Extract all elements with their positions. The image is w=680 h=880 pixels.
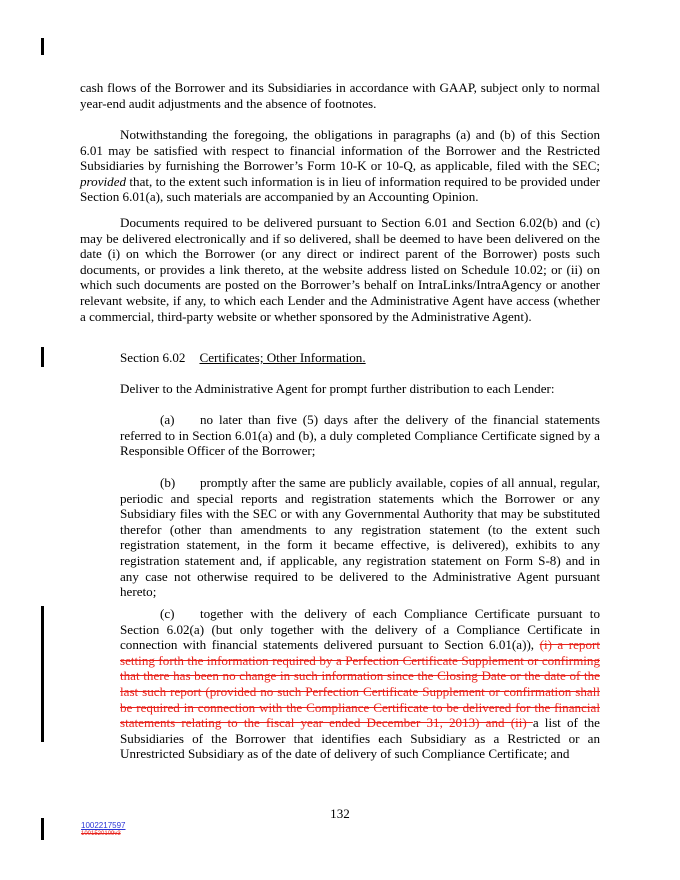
list-item-a-text: no later than five (5) days after the delivery of the financial statements referred to in Section 6.01(a) and (b), a duly completed Compliance Certificate signed by a Responsible Officer of the Borrower;: [120, 412, 600, 459]
list-item-b-text: promptly after the same are publicly available, copies of all annual, regular, periodic and special reports and registration statements which the Borrower or any Subsidiary files with the SEC or with any Governmental Authority that may be substituted therefor (other than amendments to any registration statement (to the extent such registration statement, in the form it became effective, is delivered), exhibits to any registration statement and, if applicable, any registration statement on Form S-8) and in any case not otherwise required to be delivered to the Administrative Agent pursuant hereto;: [120, 475, 600, 600]
document-id: 1002217597: [81, 821, 126, 830]
paragraph-documents: Documents required to be delivered pursuant to Section 6.01 and Section 6.02(b) and (c) may be delivered electronically and if so delivered, shall be deemed to have been delivered on the date (i) on which the Borrower (or any direct or indirect parent of the Borrower) posts such documents, or provides a link thereto, at the website address listed on Schedule 10.02; or (ii) on which such documents are posted on the Borrower’s behalf on IntraLinks/IntraAgency or another relevant website, if any, to which each Lender and the Administrative Agent have access (whether a commercial, third-party website or whether sponsored by the Administrative Agent).: [80, 215, 600, 324]
list-item-c-text-start: together with the delivery of each Compliance Certificate pursuant to Section 6.02(a) (but only together with the delivery of a Compliance Certificate in connection with financial statements delivered pursuant to Section 6.01(a)),: [120, 606, 600, 653]
list-item-c-text-end: a list of the Subsidiaries of the Borrower that identifies each Subsidiary as a Restricted or an Unrestricted Subsidiary as of the date of delivery of such Compliance Certificate; and: [120, 715, 600, 762]
change-bar: [41, 38, 44, 55]
change-bar: [41, 347, 44, 367]
paragraph-notwithstanding-part2: that, to the extent such information is in lieu of information required to be provided under Section 6.01(a), such materials are accompanied by an Accounting Opinion.: [80, 173, 600, 205]
list-item-b-label: (b): [160, 475, 176, 490]
deleted-text: (i) a report setting forth the information required by a Perfection Certificate Supplement or confirming that there has been no change in such information since the Closing Date or the date of the last such report (provided no such Perfection Certificate Supplement or confirmation shall be required in connection with the Compliance Certificate to be delivered for the financial statements relating to the fiscal year ended December 31, 2013) and (ii): [120, 637, 600, 731]
section-title: Certificates; Other Information.: [199, 350, 366, 365]
change-bar: [41, 606, 44, 742]
section-heading: [120, 350, 366, 366]
section-number: Section 6.02: [120, 350, 186, 365]
list-item-a-label: (a): [160, 412, 175, 427]
provided-italic: provided: [80, 173, 127, 189]
list-item-c-label: (c): [160, 606, 175, 621]
paragraph-notwithstanding: [80, 127, 600, 205]
list-item-c: [120, 606, 600, 762]
paragraph-deliver: Deliver to the Administrative Agent for prompt further distribution to each Lender:: [120, 381, 555, 396]
list-item-a: [120, 412, 600, 459]
page-number: 132: [330, 806, 350, 821]
document-id-old: 1001520109v3: [81, 831, 121, 837]
paragraph-intro: cash flows of the Borrower and its Subsidiaries in accordance with GAAP, subject only to normal year-end audit adjustments and the absence of footnotes.: [80, 80, 600, 111]
paragraph-notwithstanding-part1: Notwithstanding the foregoing, the obligations in paragraphs (a) and (b) of this Section 6.01 may be satisfied with respect to financial information of the Borrower and the Restricted Subsidiaries by furnishing the Borrower’s Form 10-K or 10-Q, as applicable, filed with the SEC;: [80, 127, 600, 174]
list-item-b: [120, 475, 600, 600]
